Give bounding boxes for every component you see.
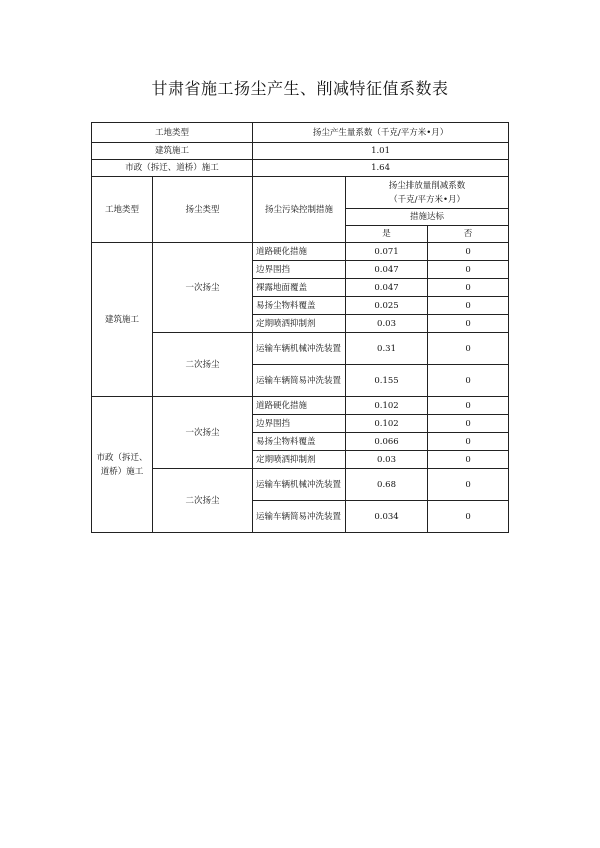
dust-type-cell: 二次扬尘 (153, 469, 253, 533)
control-measure-header: 扬尘污染控制措施 (253, 177, 346, 243)
generation-value-cell: 1.01 (253, 143, 509, 160)
reduction-header-line1: 扬尘排放量削减系数 (388, 180, 466, 191)
no-value-cell: 0 (428, 279, 509, 297)
yes-value-cell: 0.03 (346, 315, 428, 333)
measure-cell: 道路硬化措施 (253, 397, 346, 415)
yes-value-cell: 0.047 (346, 261, 428, 279)
generation-value-cell: 1.64 (253, 160, 509, 177)
yes-value-cell: 0.31 (346, 333, 428, 365)
generation-header-row (92, 123, 509, 143)
no-value-cell: 0 (428, 415, 509, 433)
measure-cell: 运输车辆机械冲洗装置 (253, 469, 346, 501)
yes-value-cell: 0.071 (346, 243, 428, 261)
measure-cell: 裸露地面覆盖 (253, 279, 346, 297)
no-value-cell: 0 (428, 397, 509, 415)
no-value-cell: 0 (428, 433, 509, 451)
no-value-cell: 0 (428, 243, 509, 261)
table-row (92, 469, 509, 501)
yes-value-cell: 0.066 (346, 433, 428, 451)
no-value-cell: 0 (428, 365, 509, 397)
table-row (92, 243, 509, 261)
reduction-header-row (92, 177, 509, 209)
coefficient-table (91, 122, 509, 533)
measure-cell: 边界围挡 (253, 261, 346, 279)
table-row (92, 143, 509, 160)
yes-value-cell: 0.03 (346, 451, 428, 469)
site-type-cell: 市政（拆迁、道桥）施工 (92, 160, 253, 177)
table-row (92, 397, 509, 415)
no-value-cell: 0 (428, 315, 509, 333)
measure-cell: 运输车辆机械冲洗装置 (253, 333, 346, 365)
measure-cell: 运输车辆简易冲洗装置 (253, 365, 346, 397)
yes-value-cell: 0.025 (346, 297, 428, 315)
measure-cell: 定期喷洒抑制剂 (253, 315, 346, 333)
reduction-header-line2: （千克/平方米•月） (389, 194, 465, 205)
dust-type-cell: 一次扬尘 (153, 397, 253, 469)
table-row (92, 333, 509, 365)
yes-value-cell: 0.034 (346, 501, 428, 533)
measure-cell: 运输车辆简易冲洗装置 (253, 501, 346, 533)
yes-value-cell: 0.047 (346, 279, 428, 297)
measure-cell: 边界围挡 (253, 415, 346, 433)
site-type-cell: 市政（拆迁、道桥）施工 (92, 397, 153, 533)
compliance-yes-header: 是 (346, 226, 428, 243)
generation-coefficient-header: 扬尘产生量系数（千克/平方米•月） (253, 123, 509, 143)
compliance-no-header: 否 (428, 226, 509, 243)
site-type-cell: 建筑施工 (92, 243, 153, 397)
dust-type-cell: 一次扬尘 (153, 243, 253, 333)
dust-type-header: 扬尘类型 (153, 177, 253, 243)
no-value-cell: 0 (428, 451, 509, 469)
measure-cell: 易扬尘物料覆盖 (253, 433, 346, 451)
yes-value-cell: 0.155 (346, 365, 428, 397)
table-row (92, 160, 509, 177)
no-value-cell: 0 (428, 297, 509, 315)
yes-value-cell: 0.102 (346, 415, 428, 433)
no-value-cell: 0 (428, 333, 509, 365)
page-title: 甘肃省施工扬尘产生、削减特征值系数表 (151, 79, 449, 98)
measure-cell: 定期喷洒抑制剂 (253, 451, 346, 469)
yes-value-cell: 0.102 (346, 397, 428, 415)
no-value-cell: 0 (428, 261, 509, 279)
dust-type-cell: 二次扬尘 (153, 333, 253, 397)
site-type-cell: 建筑施工 (92, 143, 253, 160)
measure-cell: 道路硬化措施 (253, 243, 346, 261)
site-type-header: 工地类型 (92, 177, 153, 243)
no-value-cell: 0 (428, 501, 509, 533)
no-value-cell: 0 (428, 469, 509, 501)
measure-cell: 易扬尘物料覆盖 (253, 297, 346, 315)
reduction-coefficient-header (346, 177, 509, 209)
yes-value-cell: 0.68 (346, 469, 428, 501)
compliance-header: 措施达标 (346, 209, 509, 226)
site-type-header: 工地类型 (92, 123, 253, 143)
